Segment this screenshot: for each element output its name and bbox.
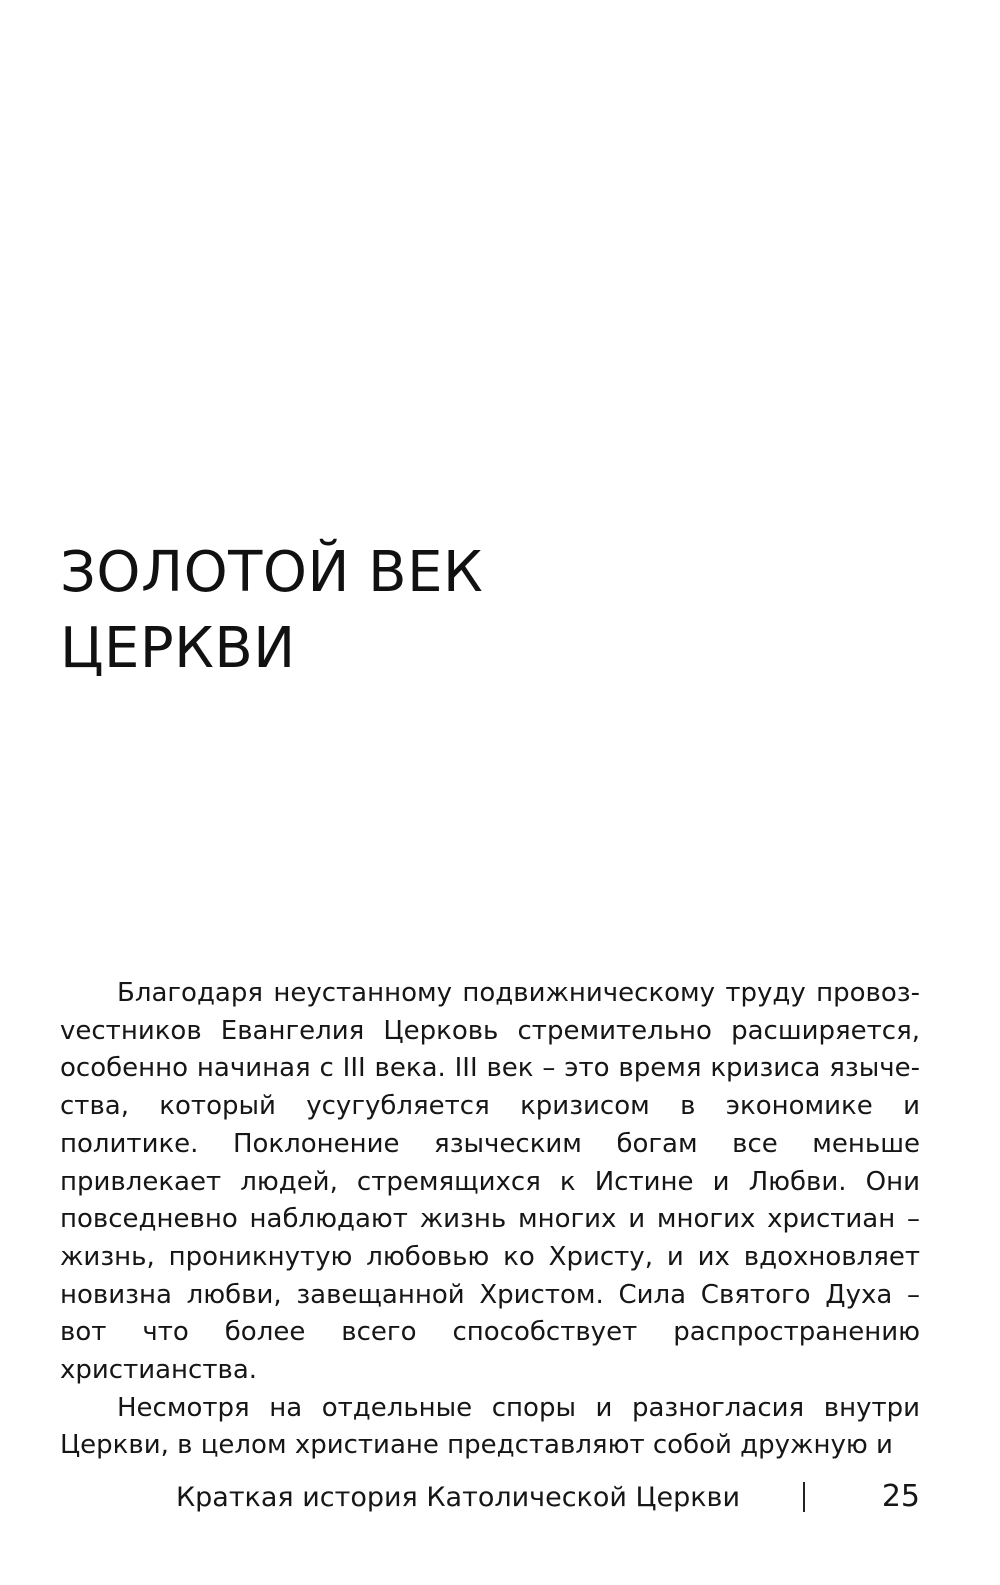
chapter-title: [60, 535, 483, 687]
chapter-title-line-1: ЗОЛОТОЙ ВЕК: [60, 540, 484, 605]
paragraph-1: Благодаря неустанному подвижническому труду провозvестников Евангелия Церковь стремительно расширяется, особенно начиная с III века. III век – это время кризиса язычества, который усугубляется кризисом в экономике и политике. Поклонение языческим богам все меньше привлекает людей, стремящихся к Истине и Любви. Они повседневно наблюдают жизнь многих и многих христиан – жизнь, проникнутую любовью ко Христу, и их вдохновляет новизна любви, завещанной Христом. Сила Святого Духа – вот что более всего способствует распространению христианства.: [60, 978, 920, 1386]
footer-divider: [803, 1482, 805, 1512]
page-footer: [0, 1478, 1000, 1518]
running-title: Краткая история Католической Церкви: [175, 1482, 740, 1513]
page-number: 25: [881, 1479, 920, 1514]
chapter-title-line-2: ЦЕРКВИ: [60, 616, 296, 681]
paragraph-2: Несмотря на отдельные споры и разногласия внутри Церкви, в целом христиане представляют собой дружную и: [60, 1392, 920, 1461]
body-text: [60, 975, 920, 1465]
